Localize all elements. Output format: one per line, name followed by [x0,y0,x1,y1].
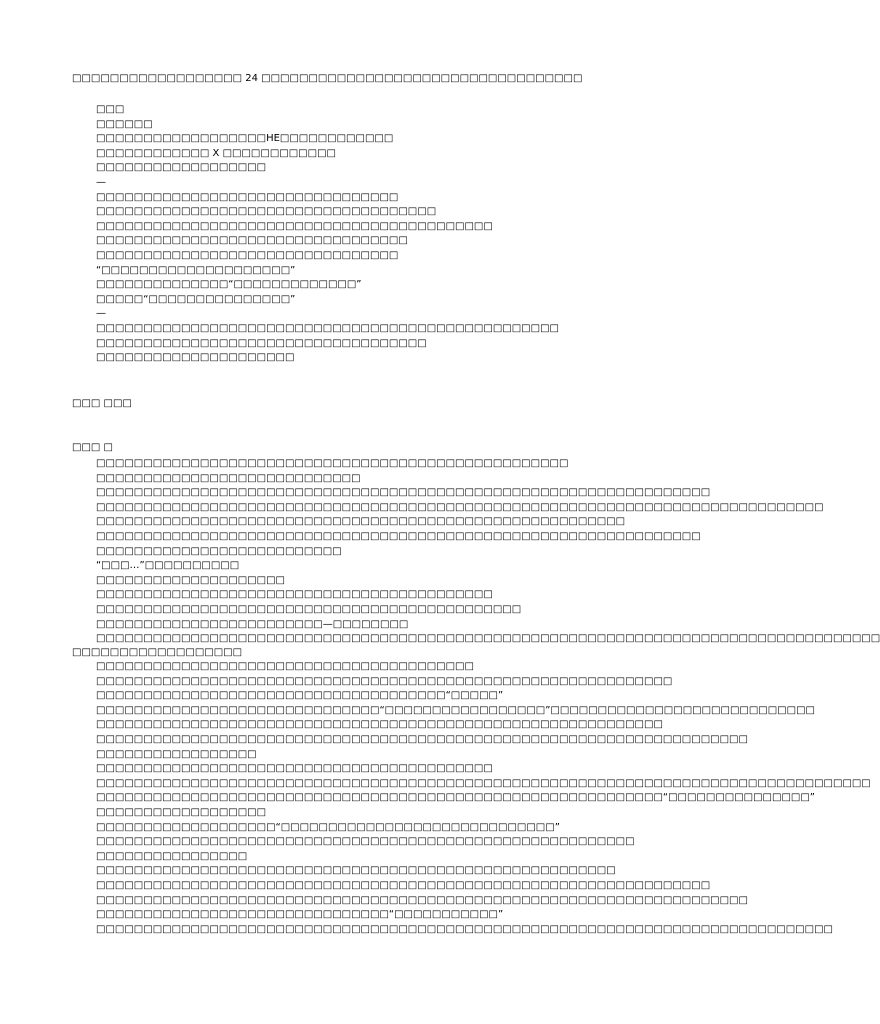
text-line: □□□□□□□□□□□□□□□□□□□□□□□□□□□□□□□□□□□□□□□□□□□□□□□□□□□□□□□□□□□□ [96,719,663,731]
text-line: □□□□□□□□□□□□□□□□□□□□□ [96,352,295,364]
text-line: □□□□□□□□□□□□□□□□□□□□□□□□□□□□□□□□ [96,250,399,261]
text-line: □□□□□□□□□□□□□□□□□□□□□□□□□□□□□□□□□□□□□□□□□□ [96,589,493,601]
text-line: □□□□□□□□□□□□□□“□□□□□□□□□□□□□” [96,279,362,291]
text-line: □□□□□□□□□□□□□□□□□□□□□□□□□□□□□□□□□□□□□□□□□□□□□□□□□□□□□□□□□ [96,836,635,848]
text-line: □□□□□□□□□□□□□□□□□□□□□□□□□□□□□□□□□□□□□□□□□□ [96,763,493,775]
text-line: □□□□□□□□□□□□□□□□□□ [96,807,267,818]
text-line: □□□□□□ [96,118,153,130]
text-line: □□□□□□□□□□□□□□□□□□□□□□□□□□□□□□□□□□□□□□□□□□□□□□□□□□□□□□□□□□□□□□□□□□□□□□□□□□□□□□ [96,923,833,935]
text-line: □□□□□□□□□□□□□□□□□□□□□□□□□□□□□□□□□ [96,235,408,247]
text-line: □□□□□□□□□□□□□□□□□□□□□□□□□□□□□□□□□□□□□□□□□□□□□□□□□□ [96,458,569,469]
text-line: □□□□□□□□□□□□□□□□□□□□□□□□□□□□□□□□□□□□ [96,206,437,218]
text-line: □□□□□□□□□□□□□□□□□□□□□□□□□□□□□□□□□□□□□□□□□□□□□□□□□□□□□□□□□□□□□□□□□□□□□ [96,894,748,906]
text-line: □□□□□□□□□□□□□□□□□□□□□□□□□□□□□□□□□□□□□□□□□□□□□□□□□□□□□□□□□□□□□□□□□ [96,880,711,891]
text-line: □□□□□□□□□□□□□□□□□□□“□□□□□□□□□□□□□□□□□□□□□□□□□□□□□” [96,821,560,833]
text-line: “□□□…”□□□□□□□□□□ [96,560,240,572]
text-line: □□□□□□□□□□□□□□□□□□□□□□□□□□□□□□□□□□□□□□□□□□□□□□□□□□□□□□□□□□□□□ [96,675,673,687]
text-line: □□□□□□□□□□□□□□□□□□□□□□□□□□□□□□□□□□□□□□□□□□ [96,220,493,232]
text-line: □□□□□□□□□□□□□□□□ [96,850,248,862]
text-line: — [96,308,106,320]
text-line: □□□□□□□□□□□□□□□□□□□□□□□□□□□□□□□□□□□□□□□□□□□□□ [96,604,522,615]
text-line: □□□□□□□□□□□□□□□□□□□□□□□□□□□□□□□□□□□□□□□□□□□□□□□□□□□□□□□□□□□□□□□□□ [96,487,711,499]
text-line: □□□□□□□□□□□□□□□□□□□□□□□□□□□□□□□□□□□□□□□□□□□□□□□□□ [96,323,559,334]
text-line: □□□□□□□□□□□□ X □□□□□□□□□□□□ [96,147,336,159]
text-line: □□□□□□□□□□□□□□□□□□□□□□□□□□□□□□□□□□□□□□□□□□□□□□□□□□□□□□□□□□□□□□□□ [96,531,701,542]
text-line: □□□□□□□□□□□□□□□□□□□□□□□□□□□□□□□□□□□□□□□□□□□□□□□□□□□□□□□□ [96,516,626,528]
text-line: □□□□□□□□□□□□□□□□□□□□□□□□□□□□□□□□□□□□□□□□□□□□□□□□□□□□□□□□□□□□□□□□□□□□□□□□□□□□□ [96,501,824,513]
text-line: □□□□□□□□□□□□□□□□□□□□□□□□□□□□ [96,472,361,484]
text-line: □□□□□□□□□□□□□□□□□□□□□□□□□□□□□□□□□□□□□□□□□□□□□□□□□□□□□□□□□□□□□□□□□□□□□□□□□□□□□□□□□□□ [96,633,880,645]
text-line: □□□□□□□□□□□□□□□□□□□□□□□□□□□□□□□□□□□□□□□□□□□□□□□□□□□□□□□□□□□□“□□□□□□□□□□□□□□□” [96,792,815,804]
subsection-title: □□□ □ [72,442,113,453]
text-line: □□□ [96,104,125,115]
text-line: □□□□□□□□□□□□□□□□□□HE□□□□□□□□□□□□ [96,133,394,145]
text-line: □□□□□□□□□□□□□□□□□□□□□□□□□□□□□□□□□□□ [96,337,427,349]
text-line: □□□□□□□□□□□□□□□□□□□□□□□□□□□□□□□□□□□□□□□□□□□□□□□□□□□□□□□□□□□□□□□□□□□□□□□□□□□□□□□□□□ [96,777,871,789]
text-line-flush: □□□□□□□□□□□□□□□□□□ [72,647,243,658]
page-header: □□□□□□□□□□□□□□□□□□ 24 □□□□□□□□□□□□□□□□□□□□□□□□□□□□□□□□□□ [72,73,583,84]
text-line: □□□□□□□□□□□□□□□□□□□□□□□□□□□□□□□□□□□□□□□□□□□□□□□□□□□□□□□□□□□□□□□□□□□□□ [96,734,748,745]
text-line: □□□□□□□□□□□□□□□□□□□□□□□□□□□□□□“□□□□□□□□□□□□□□□□□”□□□□□□□□□□□□□□□□□□□□□□□□□□□□ [96,704,815,716]
section-title: □□□ □□□ [72,398,132,409]
text-line: — [96,177,106,188]
text-line: □□□□□□□□□□□□□□□□□□□□ [96,574,285,586]
text-line: □□□□□□□□□□□□□□□□□□ [96,162,267,174]
text-line: □□□□□□□□□□□□□□□□□□□□□□□□□□□□□□□“□□□□□□□□□□□” [96,909,504,921]
text-line: □□□□□□□□□□□□□□□□□□□□□□□□□□□□□□□□□□□□□□□□□□□□□□□□□□□□□□□ [96,865,616,877]
text-line: “□□□□□□□□□□□□□□□□□□□□” [96,264,296,276]
text-line: □□□□□□□□□□□□□□□□□□□□□□□□□□□□□□□□ [96,191,399,203]
text-line: □□□□□□□□□□□□□□□□□□□□□□□□□□□□□□□□□□□□□□□□ [96,661,474,672]
text-line: □□□□□“□□□□□□□□□□□□□□□” [96,293,296,305]
text-line: □□□□□□□□□□□□□□□□□□□□□□□□—□□□□□□□□ [96,618,409,630]
text-line: □□□□□□□□□□□□□□□□□ [96,748,257,760]
text-line: □□□□□□□□□□□□□□□□□□□□□□□□□□ [96,545,342,557]
text-line: □□□□□□□□□□□□□□□□□□□□□□□□□□□□□□□□□□□□□“□□□□□” [96,690,504,702]
